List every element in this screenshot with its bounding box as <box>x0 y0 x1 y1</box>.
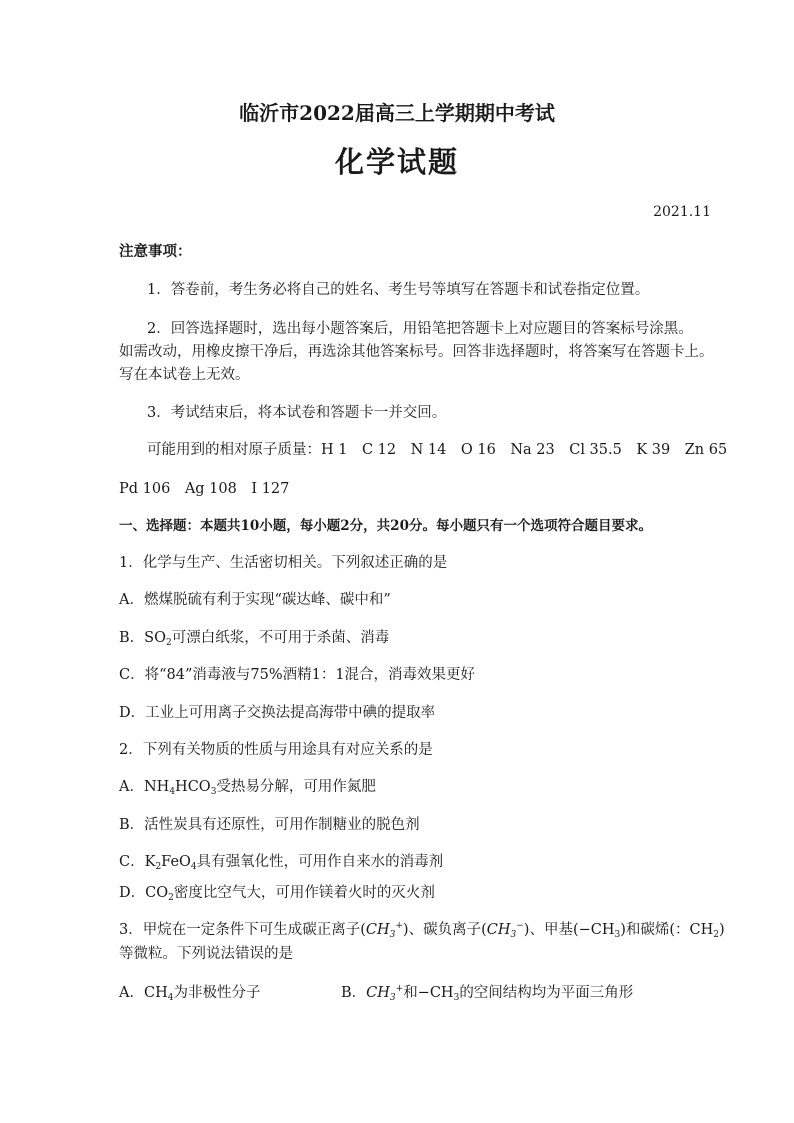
q2-d-post: 密度比空气大，可用作镁着火时的灭火剂 <box>173 885 435 901</box>
q3-stem-p5: ) <box>719 922 725 938</box>
q3-stem-p1: 3．甲烷在一定条件下可生成碳正离子( <box>119 922 366 938</box>
q2-a-post: 受热易分解，可用作氮肥 <box>216 779 376 795</box>
q2-c-pre: C．K <box>119 854 156 870</box>
subscript: 2 <box>713 930 720 940</box>
q3-stem-p4: )和碳烯(：CH <box>620 922 714 938</box>
q3-option-b <box>341 981 633 1003</box>
q1-option-b-pre: B．SO <box>119 630 166 646</box>
carbanion-formula: $CH_3^-$ <box>486 921 524 940</box>
subscript: 2 <box>168 893 174 903</box>
subject-title: 化学试题 <box>334 145 459 179</box>
q3-option-a <box>119 981 260 1003</box>
subscript: 3 <box>614 930 621 940</box>
notice-item-3: 3．考试结束后，将本试卷和答题卡一并交回。 <box>147 405 447 421</box>
exam-title: 临沂市2022届高三上学期期中考试 <box>239 101 555 125</box>
subscript: 3 <box>210 787 217 797</box>
q2-a-mid: HCO <box>175 779 211 795</box>
notice-heading: 注意事项： <box>119 243 192 260</box>
exam-date: 2021.11 <box>653 204 711 220</box>
q3-stem-p2: )、碳负离子( <box>402 922 487 938</box>
q3-a-pre: A．CH <box>119 985 168 1001</box>
carbocation-formula: $CH_3^+$ <box>365 921 403 940</box>
subscript: 4 <box>167 993 174 1003</box>
q2-option-a <box>119 775 376 797</box>
q2-option-c <box>119 850 443 872</box>
section-heading: 一、选择题：本题共10小题，每小题2分，共20分。每小题只有一个选项符合题目要求。 <box>119 518 652 534</box>
q1-option-b-post: 可漂白纸浆，不可用于杀菌、消毒 <box>171 630 390 646</box>
q2-d-pre: D．CO <box>119 885 169 901</box>
subscript: 4 <box>190 862 197 872</box>
carbocation-formula: $CH_3^+$ <box>366 984 404 1003</box>
q3-b-pre: B． <box>341 985 367 1001</box>
subscript: 3 <box>453 993 460 1003</box>
q1-option-a: A．燃煤脱硫有利于实现“碳达峰、碳中和” <box>119 592 391 608</box>
subscript: 2 <box>165 638 172 648</box>
q3-b-mid: 和−CH <box>403 985 454 1001</box>
notice-item-2-line-1: 2．回答选择题时，选出每小题答案后，用铅笔把答题卡上对应题目的答案标号涂黑。 <box>147 321 693 337</box>
q2-option-d <box>119 881 435 903</box>
q3-a-post: 为非极性分子 <box>173 985 261 1001</box>
q2-c-post: 具有强氧化性，可用作自来水的消毒剂 <box>196 854 444 870</box>
q1-option-c: C．将“84”消毒液与75%酒精1：1混合，消毒效果更好 <box>119 667 476 683</box>
atomic-masses-line-2: Pd 106 Ag 108 I 127 <box>119 481 290 497</box>
q2-c-mid: FeO <box>161 854 191 870</box>
notice-item-2-line-3: 写在本试卷上无效。 <box>119 367 250 383</box>
q3-stem-p3: )、甲基(−CH <box>523 922 615 938</box>
notice-item-2-line-2: 如需改动，用橡皮擦干净后，再选涂其他答案标号。回答非选择题时，将答案写在答题卡上。 <box>119 344 714 360</box>
q2-option-b: B．活性炭具有还原性，可用作制糖业的脱色剂 <box>119 817 420 833</box>
q3-stem-line-2: 等微粒。下列说法错误的是 <box>119 946 293 962</box>
subscript: 2 <box>155 862 162 872</box>
subscript: 4 <box>169 787 176 797</box>
notice-item-1: 1．答卷前，考生务必将自己的姓名、考生号等填写在答题卡和试卷指定位置。 <box>147 282 650 298</box>
q1-option-b <box>119 626 389 648</box>
q2-stem: 2．下列有关物质的性质与用途具有对应关系的是 <box>119 742 433 758</box>
q2-a-pre: A．NH <box>119 779 170 795</box>
q1-stem: 1．化学与生产、生活密切相关。下列叙述正确的是 <box>119 555 448 571</box>
atomic-masses-line-1: 可能用到的相对原子质量：H 1 C 12 N 14 O 16 Na 23 Cl 35.5 K 39 Zn 65 <box>147 442 728 458</box>
q1-option-d: D．工业上可用离子交换法提高海带中碘的提取率 <box>119 705 436 721</box>
q3-stem-line-1 <box>119 918 725 940</box>
q3-b-post: 的空间结构均为平面三角形 <box>459 985 634 1001</box>
